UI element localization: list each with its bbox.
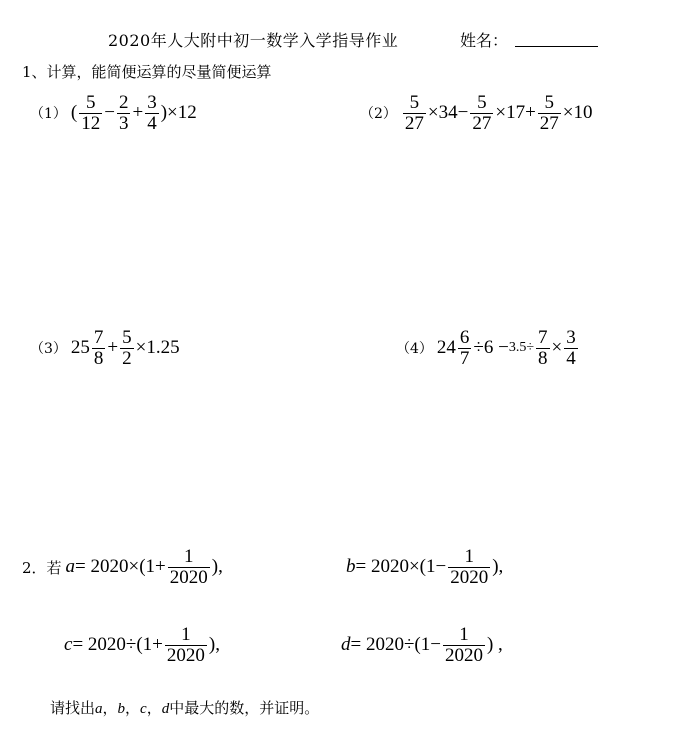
worksheet-title: 2020年人大附中初一数学入学指导作业 — [108, 31, 399, 50]
equation-c-fraction — [165, 625, 207, 666]
equation-a-fraction — [168, 547, 210, 588]
problem-4-term-1: ÷6 − — [473, 337, 509, 359]
numerator: 1 — [181, 624, 191, 645]
problem-1-fraction-2 — [117, 93, 131, 134]
problem-3-tail: ×1.25 — [135, 337, 180, 359]
numerator: 1 — [184, 546, 194, 567]
problem-2-term-3: ×10 — [562, 102, 593, 124]
equation-b-expr: = 2020×(1− — [355, 556, 447, 578]
numerator: 2 — [118, 92, 129, 113]
equation-d-expr: = 2020÷(1− — [350, 634, 441, 656]
problem-4-term-2: 3.5÷ — [508, 340, 535, 356]
instruction-sep-2: ， — [125, 699, 141, 717]
problem-1 — [30, 93, 197, 134]
equation-d-fraction — [443, 625, 485, 666]
equation-c-tail: ), — [208, 634, 220, 656]
instruction-pre: 请找出 — [50, 699, 96, 717]
var-c: c — [64, 634, 73, 656]
problem-1-label: （1） — [30, 106, 67, 123]
problem-1-fraction-3 — [145, 93, 159, 134]
denominator: 27 — [539, 112, 559, 134]
var-a: a — [65, 556, 76, 578]
denominator: 2020 — [166, 644, 205, 666]
problem-2 — [360, 93, 593, 134]
name-label: 姓名： — [460, 31, 509, 50]
equation-a-tail: ), — [211, 556, 223, 578]
section-1-heading: 1、计算，能简便运算的尽量简便运算 — [22, 63, 272, 81]
equation-c — [64, 625, 220, 666]
equation-d — [341, 625, 503, 666]
denominator: 2020 — [444, 644, 483, 666]
problem-3-fraction-1 — [92, 328, 106, 369]
equation-b-tail: ), — [492, 556, 504, 578]
numerator: 5 — [477, 92, 487, 113]
problem-4 — [396, 328, 580, 369]
equation-d-tail: ) , — [486, 634, 503, 656]
numerator: 3 — [566, 327, 576, 348]
var-b: b — [346, 556, 356, 578]
denominator: 3 — [118, 112, 129, 134]
numerator: 1 — [459, 624, 469, 645]
instruction-var-a: a — [95, 701, 103, 717]
equation-b — [346, 547, 503, 588]
problem-4-fraction-1 — [458, 328, 472, 369]
denominator: 27 — [404, 112, 424, 134]
problem-2-term-2: ×17+ — [495, 102, 536, 124]
denominator: 2 — [122, 347, 132, 369]
numerator: 5 — [122, 327, 132, 348]
denominator: 8 — [93, 347, 104, 369]
problem-4-fraction-3 — [564, 328, 578, 369]
equation-a — [22, 547, 223, 588]
numerator: 3 — [147, 92, 157, 113]
problem-2-fraction-1 — [403, 93, 426, 134]
numerator: 5 — [86, 92, 96, 113]
numerator: 5 — [544, 92, 555, 113]
denominator: 7 — [459, 347, 470, 369]
problem-1-op-1: − — [104, 102, 115, 124]
instruction-sep-1: ， — [102, 699, 118, 717]
var-d: d — [341, 634, 351, 656]
section-2-instruction — [50, 697, 319, 718]
numerator: 5 — [409, 92, 420, 113]
denominator: 8 — [538, 347, 548, 369]
problem-2-term-1: ×34− — [427, 102, 469, 124]
name-blank-line — [515, 46, 598, 47]
problem-1-tail: )×12 — [160, 102, 197, 124]
numerator: 1 — [464, 546, 474, 567]
section-2-label: 2．若 — [22, 558, 62, 577]
numerator: 6 — [459, 327, 470, 348]
problem-4-label: （4） — [396, 341, 433, 358]
problem-3-op: + — [107, 337, 119, 359]
numerator: 7 — [538, 327, 548, 348]
denominator: 27 — [472, 112, 492, 134]
problem-1-fraction-1 — [79, 93, 102, 134]
problem-3-label: （3） — [30, 341, 67, 358]
problem-2-fraction-3 — [538, 93, 561, 134]
numerator: 7 — [93, 327, 104, 348]
equation-c-expr: = 2020÷(1+ — [72, 634, 163, 656]
problem-2-label: （2） — [360, 106, 397, 123]
problem-3 — [30, 328, 180, 369]
denominator: 12 — [81, 112, 101, 134]
equation-a-expr: = 2020×(1+ — [75, 556, 166, 578]
instruction-var-d: d — [161, 701, 170, 717]
denominator: 4 — [147, 112, 157, 134]
denominator: 4 — [566, 347, 576, 369]
instruction-sep-3: ， — [146, 699, 162, 717]
problem-3-whole: 25 — [70, 337, 90, 359]
problem-2-fraction-2 — [470, 93, 493, 134]
problem-4-fraction-2 — [536, 328, 550, 369]
problem-3-fraction-2 — [120, 328, 134, 369]
denominator: 2020 — [450, 566, 489, 588]
instruction-var-c: c — [140, 701, 147, 717]
denominator: 2020 — [169, 566, 208, 588]
instruction-var-b: b — [117, 701, 126, 717]
problem-1-open: ( — [70, 102, 78, 124]
problem-1-op-2: + — [132, 102, 144, 124]
instruction-post: 中最大的数，并证明。 — [169, 699, 320, 717]
equation-b-fraction — [448, 547, 490, 588]
problem-4-op: × — [551, 337, 563, 359]
problem-4-whole: 24 — [436, 337, 456, 359]
